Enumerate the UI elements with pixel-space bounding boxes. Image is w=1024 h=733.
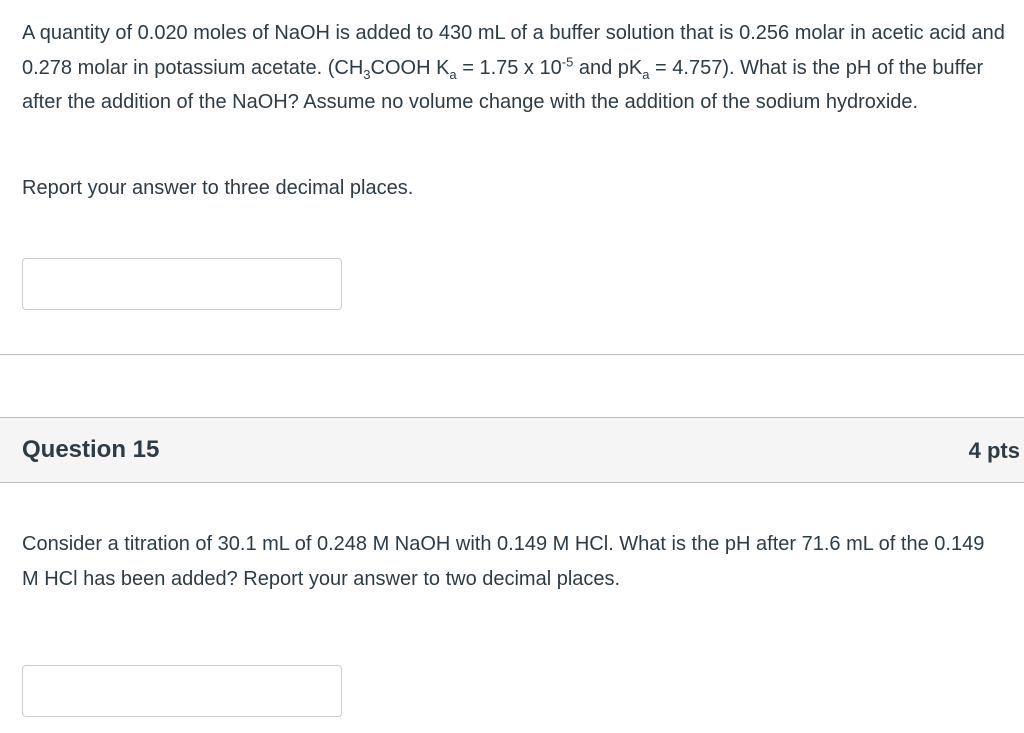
question-15-points: 4 pts <box>968 438 1020 463</box>
q14-subscript-3: 3 <box>363 66 371 82</box>
question-15-text: Consider a titration of 30.1 mL of 0.248 M NaOH with 0.149 M HCl. What is the pH after 71.6 mL of the 0.149 M HCl has been added? Report your answer to two decimal places. <box>22 533 985 590</box>
question-divider <box>0 354 1024 355</box>
question-15-title: Question 15 <box>22 436 160 463</box>
q14-subscript-a2: a <box>642 66 650 82</box>
q14-text-part5: = 4.757). What is the pH of the buffer after the addition of the NaOH? Assume no volume change with the addition of the sodium hydroxide. <box>22 56 984 113</box>
question-15-header <box>0 417 1024 483</box>
q14-text-part4: and pK <box>573 56 643 79</box>
q14-text-part1: A quantity of 0.020 moles of NaOH is added to 430 mL of a buffer solution that is 0.256 molar in acetic acid and 0.278 molar in potassium acetate. (CH <box>22 22 1005 79</box>
q14-text-part3: = 1.75 x 10 <box>456 56 562 79</box>
question-14-instruction: Report your answer to three decimal places. <box>22 177 414 199</box>
question-14-text <box>22 16 1006 120</box>
q14-subscript-a1: a <box>449 66 457 82</box>
question-14-answer-input[interactable] <box>22 258 342 310</box>
q14-superscript-exp: -5 <box>561 53 574 69</box>
q14-text-part2: COOH K <box>370 56 450 79</box>
question-15-answer-input[interactable] <box>22 665 342 717</box>
